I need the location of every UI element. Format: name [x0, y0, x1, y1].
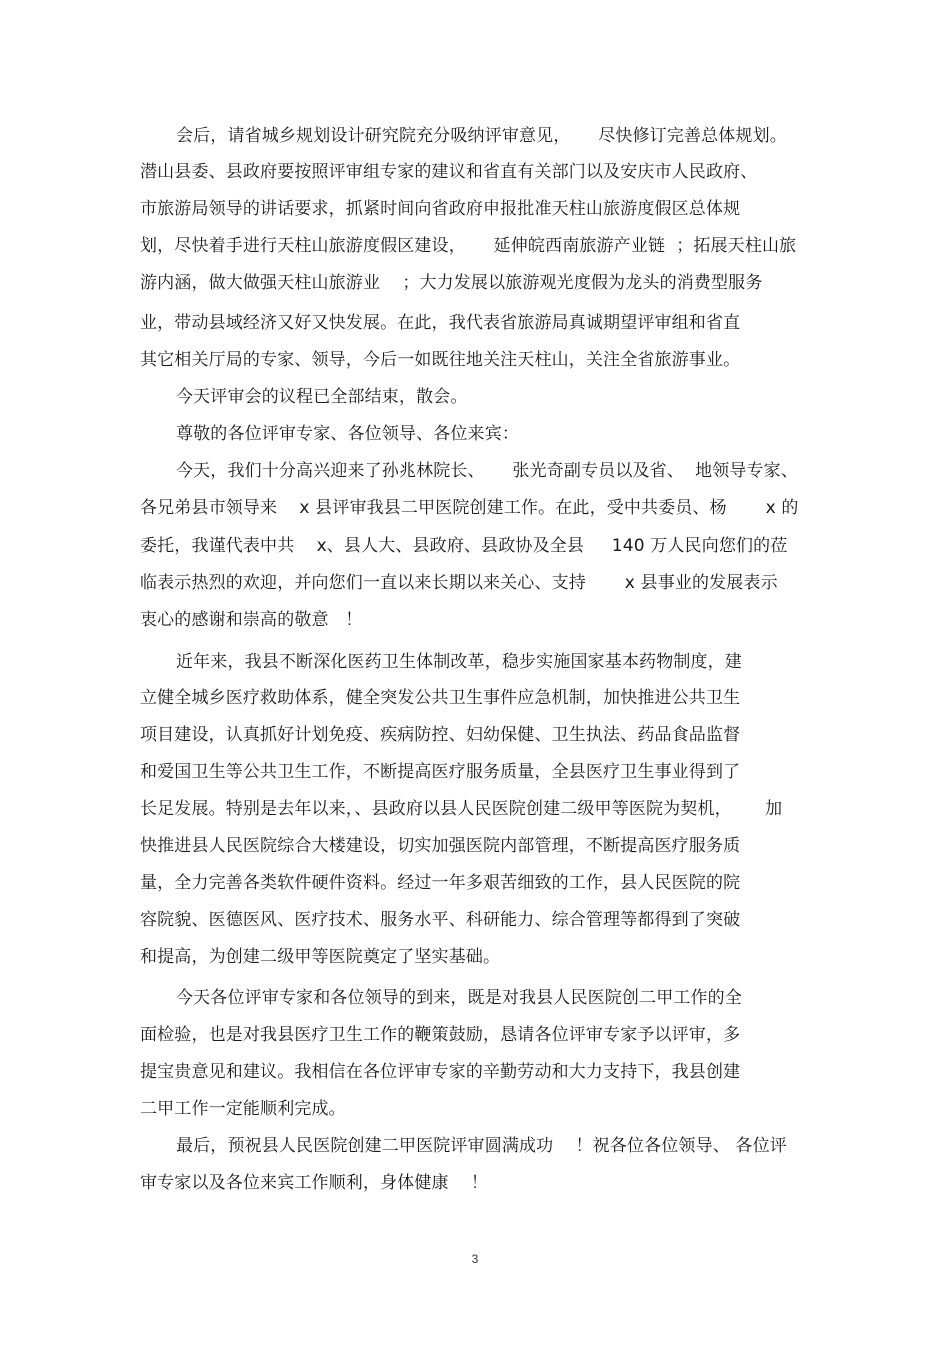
text-line: 近年来，我县不断深化医药卫生体制改革，稳步实施国家基本药物制度，建	[176, 652, 742, 672]
text-line: 划，尽快着手进行天柱山旅游度假区建设， 延伸皖西南旅游产业链 ；拓展天柱山旅	[140, 236, 797, 256]
text-line: 容院貌、医德医风、医疗技术、服务水平、科研能力、综合管理等都得到了突破	[140, 910, 741, 930]
text-line: 审专家以及各位来宾工作顺利，身体健康 ！	[140, 1173, 489, 1193]
text-line: 最后，预祝县人民医院创建二甲医院评审圆满成功 ！祝各位各位领导、 各位评	[176, 1136, 787, 1156]
text-line: 今天，我们十分高兴迎来了孙兆林院长、 张光奇副专员以及省、 地领导专家、	[176, 461, 798, 481]
text-line: 和爱国卫生等公共卫生工作，不断提高医疗服务质量，全县医疗卫生事业得到了	[140, 762, 741, 782]
text-line: 临表示热烈的欢迎，并向您们一直以来长期以来关心、支持 x 县事业的发展表示	[140, 573, 778, 593]
text-line: 今天评审会的议程已全部结束，散会。	[176, 387, 468, 407]
text-line: 长足发展。特别是去年以来，、县政府以县人民医院创建二级甲等医院为契机， 加	[140, 799, 783, 819]
text-line: 衷心的感谢和崇高的敬意 ！	[140, 610, 363, 630]
text-line: 其它相关厅局的专家、领导，今后一如既往地关注天柱山，关注全省旅游事业。	[140, 350, 741, 370]
text-line: 潜山县委、县政府要按照评审组专家的建议和省直有关部门以及安庆市人民政府、	[140, 162, 758, 182]
text-line: 提宝贵意见和建议。我相信在各位评审专家的辛勤劳动和大力支持下，我县创建	[140, 1062, 741, 1082]
text-line: 面检验，也是对我县医疗卫生工作的鞭策鼓励，恳请各位评审专家予以评审，多	[140, 1025, 741, 1045]
text-line: 二甲工作一定能顺利完成。	[140, 1099, 346, 1119]
text-line: 市旅游局领导的讲话要求，抓紧时间向省政府申报批准天柱山旅游度假区总体规	[140, 199, 741, 219]
text-line: 尊敬的各位评审专家、各位领导、各位来宾：	[176, 424, 519, 444]
text-line: 项目建设，认真抓好计划免疫、疾病防控、妇幼保健、卫生执法、药品食品监督	[140, 725, 741, 745]
text-line: 业，带动县域经济又好又快发展。在此，我代表省旅游局真诚期望评审组和省直	[140, 313, 741, 333]
text-line: 立健全城乡医疗救助体系，健全突发公共卫生事件应急机制，加快推进公共卫生	[140, 688, 741, 708]
text-line: 各兄弟县市领导来 x 县评审我县二甲医院创建工作。在此，受中共委员、杨 x 的	[140, 498, 799, 518]
text-line: 量，全力完善各类软件硬件资料。经过一年多艰苦细致的工作，县人民医院的院	[140, 873, 741, 893]
text-line: 和提高，为创建二级甲等医院奠定了坚实基础。	[140, 947, 501, 967]
text-line: 委托，我谨代表中共 x、县人大、县政府、县政协及全县 140 万人民向您们的莅	[140, 536, 788, 556]
text-line: 会后，请省城乡规划设计研究院充分吸纳评审意见， 尽快修订完善总体规划。	[176, 126, 787, 146]
text-line: 今天各位评审专家和各位领导的到来，既是对我县人民医院创二甲工作的全	[176, 988, 742, 1008]
text-line: 游内涵，做大做强天柱山旅游业 ；大力发展以旅游观光度假为龙头的消费型服务	[140, 273, 763, 293]
page-number: 3	[471, 1252, 479, 1266]
text-line: 快推进县人民医院综合大楼建设，切实加强医院内部管理，不断提高医疗服务质	[140, 836, 741, 856]
